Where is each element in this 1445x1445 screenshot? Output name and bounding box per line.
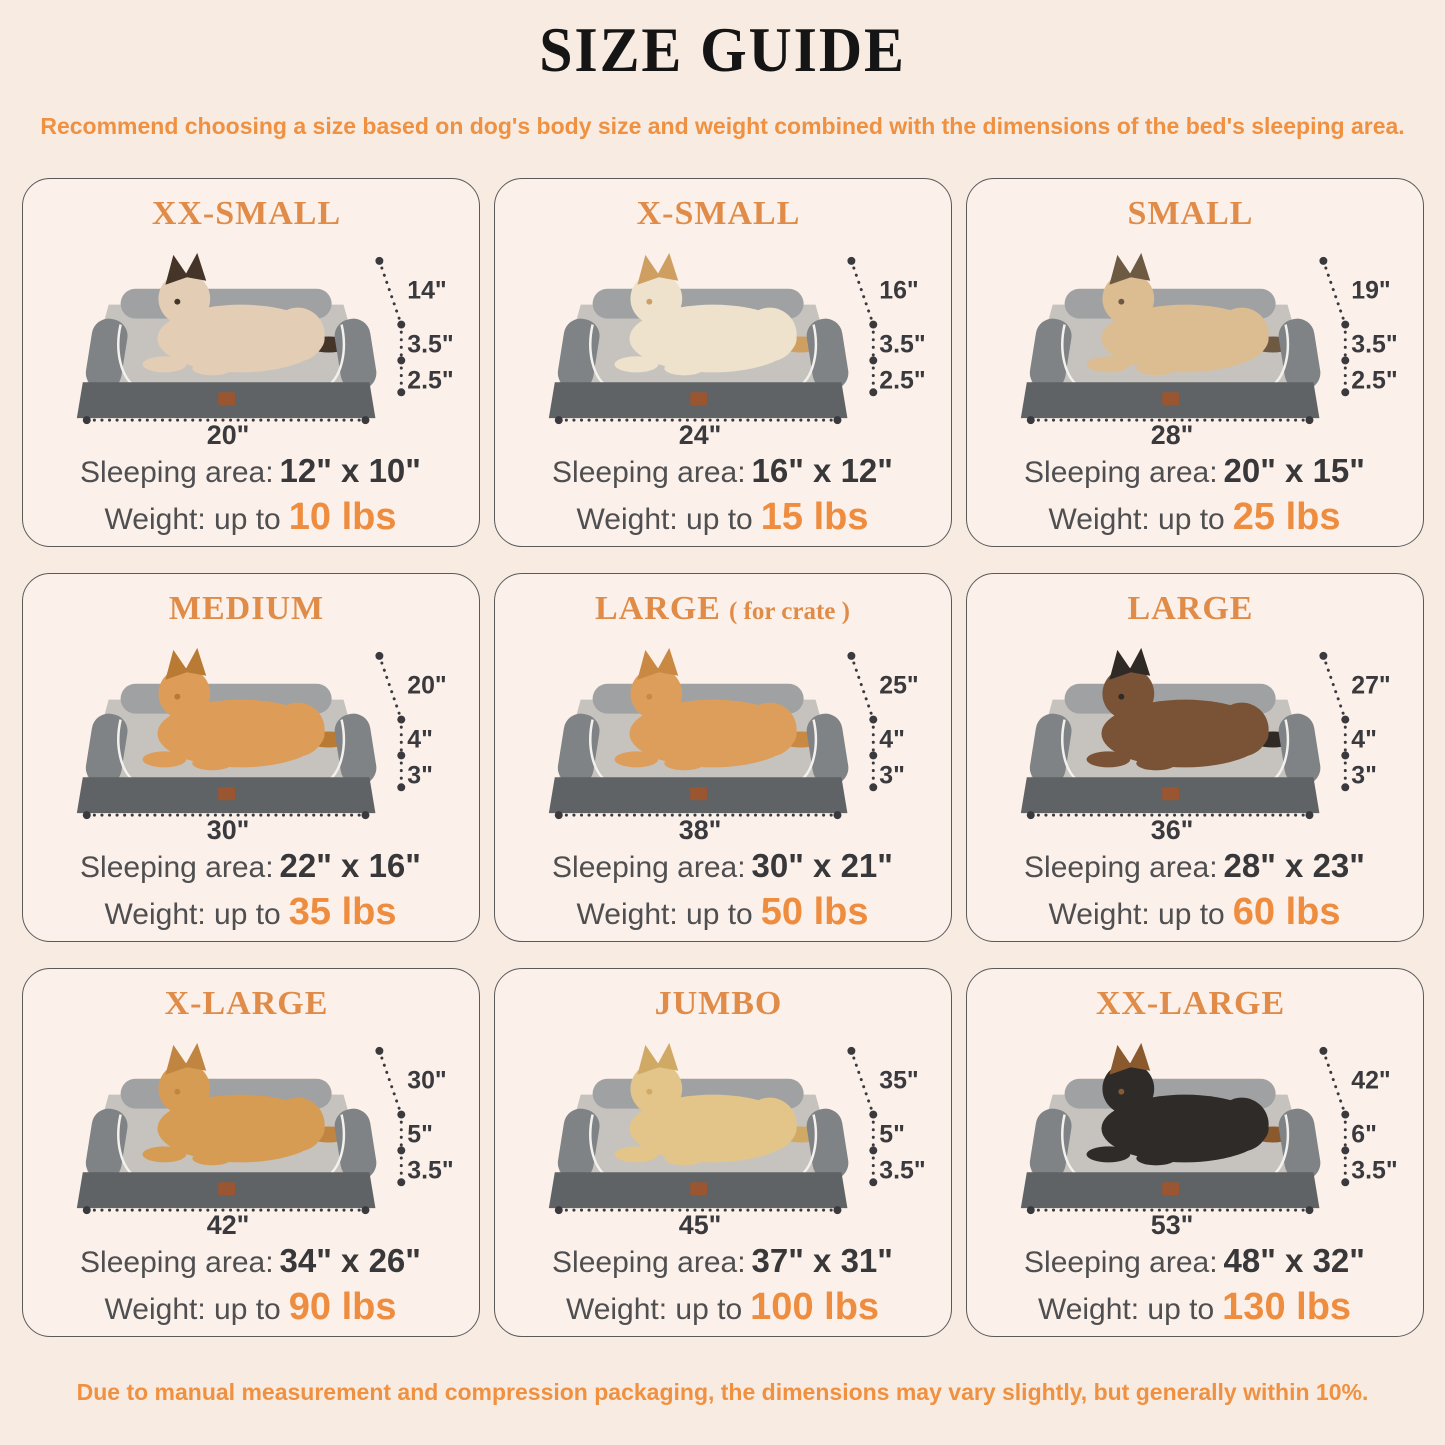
sleeping-area-line [37, 847, 465, 885]
weight-label: Weight: up to [576, 503, 753, 536]
width-dimension-label: 24" [678, 420, 721, 446]
weight-value: 35 lbs [288, 891, 397, 933]
size-cards-grid [22, 178, 1424, 1337]
sleeping-area-line [37, 1242, 465, 1280]
upper-height-dimension-label: 3.5" [406, 330, 454, 359]
size-card-title [509, 985, 937, 1023]
sleeping-area-line [37, 452, 465, 490]
sleeping-area-label: Sleeping area: [1024, 456, 1218, 489]
size-card-title [981, 195, 1409, 233]
size-card-title [981, 590, 1409, 628]
size-name: SMALL [1127, 195, 1254, 232]
weight-value: 60 lbs [1232, 891, 1341, 933]
upper-height-dimension-label: 4" [1350, 725, 1377, 754]
weight-line [37, 496, 465, 539]
weight-line [509, 891, 937, 934]
sleeping-area-value: 30" x 21" [751, 847, 893, 884]
diagonal-dimension-label: 30" [406, 1066, 447, 1095]
recommendation-subtitle: Recommend choosing a size based on dog's body size and weight combined with the dimensions of the bed's sleeping area. [40, 113, 1405, 139]
sleeping-area-line [509, 1242, 937, 1280]
size-card [966, 968, 1424, 1337]
width-dimension-label: 36" [1150, 815, 1193, 841]
weight-value: 50 lbs [760, 891, 869, 933]
sleeping-area-value: 22" x 16" [279, 847, 421, 884]
weight-label: Weight: up to [1048, 503, 1225, 536]
size-name: JUMBO [654, 985, 783, 1022]
weight-label: Weight: up to [1048, 898, 1225, 931]
weight-label: Weight: up to [104, 503, 281, 536]
sleeping-area-label: Sleeping area: [552, 1246, 746, 1279]
page-title: SIZE GUIDE [539, 15, 906, 85]
width-dimension-label: 45" [678, 1210, 721, 1236]
width-dimension-label: 20" [206, 420, 249, 446]
upper-height-dimension-label: 3.5" [1350, 330, 1398, 359]
sleeping-area-label: Sleeping area: [552, 851, 746, 884]
sleeping-area-label: Sleeping area: [1024, 1246, 1218, 1279]
sleeping-area-value: 16" x 12" [751, 452, 893, 489]
size-name: XX-LARGE [1095, 985, 1286, 1022]
width-dimension-label: 42" [206, 1210, 249, 1236]
upper-height-dimension-label: 4" [406, 725, 433, 754]
dog-bed-illustration [509, 235, 937, 446]
weight-label: Weight: up to [104, 1293, 281, 1326]
sleeping-area-line [981, 452, 1409, 490]
weight-line [981, 1286, 1409, 1329]
size-card [494, 968, 952, 1337]
size-card-title [509, 590, 937, 628]
size-card [494, 573, 952, 942]
size-card [494, 178, 952, 547]
dog-bed-illustration [37, 1025, 465, 1236]
size-card [966, 573, 1424, 942]
size-card-title [37, 985, 465, 1023]
lower-height-dimension-label: 2.5" [406, 366, 454, 395]
upper-height-dimension-label: 4" [878, 725, 905, 754]
sleeping-area-value: 12" x 10" [279, 452, 421, 489]
sleeping-area-value: 34" x 26" [279, 1242, 421, 1279]
size-name: XX-SMALL [151, 195, 342, 232]
dog-bed-illustration [37, 235, 465, 446]
upper-height-dimension-label: 6" [1350, 1120, 1377, 1149]
dog-bed-illustration [981, 630, 1409, 841]
size-card-title [37, 195, 465, 233]
width-dimension-label: 30" [206, 815, 249, 841]
diagonal-dimension-label: 27" [1350, 671, 1391, 700]
size-name-suffix: ( for crate ) [728, 598, 850, 625]
weight-line [981, 891, 1409, 934]
width-dimension-label: 28" [1150, 420, 1193, 446]
dog-bed-illustration [509, 1025, 937, 1236]
weight-value: 25 lbs [1232, 496, 1341, 538]
upper-height-dimension-label: 5" [878, 1120, 905, 1149]
weight-line [37, 1286, 465, 1329]
weight-value: 90 lbs [288, 1286, 397, 1328]
size-name: LARGE [1127, 590, 1254, 627]
diagonal-dimension-label: 35" [878, 1066, 919, 1095]
lower-height-dimension-label: 3" [406, 761, 433, 790]
dog-bed-illustration [37, 630, 465, 841]
lower-height-dimension-label: 3.5" [406, 1156, 454, 1185]
weight-line [509, 496, 937, 539]
dog-bed-illustration [981, 235, 1409, 446]
size-card-title [509, 195, 937, 233]
lower-height-dimension-label: 3" [878, 761, 905, 790]
width-dimension-label: 53" [1150, 1210, 1193, 1236]
weight-line [37, 891, 465, 934]
sleeping-area-value: 28" x 23" [1223, 847, 1365, 884]
sleeping-area-line [981, 847, 1409, 885]
sleeping-area-label: Sleeping area: [80, 851, 274, 884]
dog-bed-illustration [509, 630, 937, 841]
diagonal-dimension-label: 42" [1350, 1066, 1391, 1095]
weight-value: 130 lbs [1222, 1286, 1352, 1328]
measurement-disclaimer: Due to manual measurement and compression packaging, the dimensions may vary slightly, but generally within 10%. [76, 1379, 1369, 1405]
diagonal-dimension-label: 16" [878, 276, 919, 305]
lower-height-dimension-label: 2.5" [878, 366, 926, 395]
weight-value: 10 lbs [288, 496, 397, 538]
size-card-title [37, 590, 465, 628]
lower-height-dimension-label: 2.5" [1350, 366, 1398, 395]
size-card [22, 968, 480, 1337]
sleeping-area-value: 20" x 15" [1223, 452, 1365, 489]
sleeping-area-label: Sleeping area: [80, 1246, 274, 1279]
weight-value: 15 lbs [760, 496, 869, 538]
sleeping-area-label: Sleeping area: [1024, 851, 1218, 884]
sleeping-area-value: 37" x 31" [751, 1242, 893, 1279]
diagonal-dimension-label: 19" [1350, 276, 1391, 305]
diagonal-dimension-label: 14" [406, 276, 447, 305]
dog-bed-illustration [981, 1025, 1409, 1236]
weight-line [981, 496, 1409, 539]
weight-label: Weight: up to [576, 898, 753, 931]
size-card [966, 178, 1424, 547]
size-card [22, 573, 480, 942]
upper-height-dimension-label: 3.5" [878, 330, 926, 359]
weight-value: 100 lbs [750, 1286, 880, 1328]
size-name: LARGE [595, 590, 721, 627]
sleeping-area-line [509, 452, 937, 490]
upper-height-dimension-label: 5" [406, 1120, 433, 1149]
sleeping-area-value: 48" x 32" [1223, 1242, 1365, 1279]
weight-line [509, 1286, 937, 1329]
sleeping-area-label: Sleeping area: [80, 456, 274, 489]
size-name: MEDIUM [168, 590, 325, 627]
diagonal-dimension-label: 20" [406, 671, 447, 700]
sleeping-area-label: Sleeping area: [552, 456, 746, 489]
size-card-title [981, 985, 1409, 1023]
width-dimension-label: 38" [678, 815, 721, 841]
sleeping-area-line [981, 1242, 1409, 1280]
lower-height-dimension-label: 3.5" [878, 1156, 926, 1185]
lower-height-dimension-label: 3" [1350, 761, 1377, 790]
diagonal-dimension-label: 25" [878, 671, 919, 700]
weight-label: Weight: up to [565, 1293, 743, 1326]
weight-label: Weight: up to [1037, 1293, 1215, 1326]
sleeping-area-line [509, 847, 937, 885]
weight-label: Weight: up to [104, 898, 281, 931]
size-name: X-SMALL [636, 195, 801, 232]
lower-height-dimension-label: 3.5" [1350, 1156, 1398, 1185]
size-card [22, 178, 480, 547]
size-name: X-LARGE [164, 985, 329, 1022]
